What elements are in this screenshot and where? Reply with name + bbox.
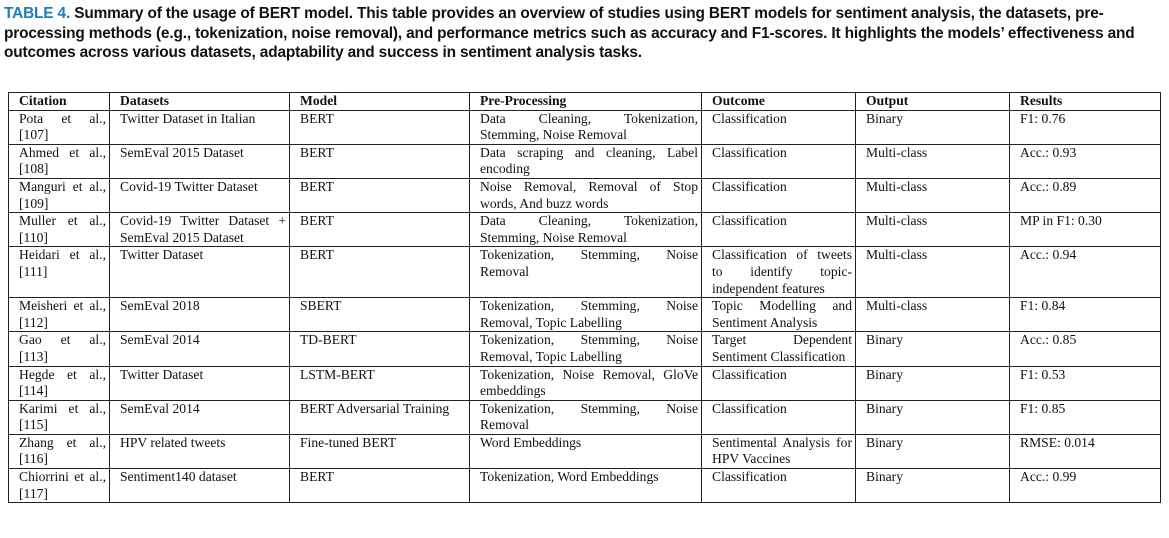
cell-citation: Meisheri et al., [112] [9, 298, 110, 332]
cell-output: Binary [856, 332, 1010, 366]
cell-dataset: Sentiment140 dataset [110, 469, 290, 503]
cell-model: BERT [290, 247, 470, 298]
cell-results: Acc.: 0.93 [1010, 144, 1161, 178]
table-row [9, 213, 1161, 247]
cell-output: Multi-class [856, 247, 1010, 298]
cell-results: F1: 0.76 [1010, 110, 1161, 144]
table-label: TABLE 4. [4, 5, 71, 22]
cell-citation: Pota et al., [107] [9, 110, 110, 144]
cell-results: F1: 0.85 [1010, 400, 1161, 434]
cell-dataset: Twitter Dataset [110, 366, 290, 400]
cell-citation: Chiorrini et al., [117] [9, 469, 110, 503]
table-row [9, 247, 1161, 298]
cell-citation: Zhang et al., [116] [9, 434, 110, 468]
cell-outcome: Target Dependent Sentiment Classification [702, 332, 856, 366]
cell-preprocessing: Tokenization, Word Embeddings [470, 469, 702, 503]
cell-outcome: Classification of tweets to identify topic-independent features [702, 247, 856, 298]
cell-preprocessing: Data Cleaning, Tokenization, Stemming, Noise Removal [470, 213, 702, 247]
cell-results: F1: 0.53 [1010, 366, 1161, 400]
table-row [9, 434, 1161, 468]
header-outcome: Outcome [702, 93, 856, 111]
cell-outcome: Classification [702, 144, 856, 178]
cell-dataset: Twitter Dataset in Italian [110, 110, 290, 144]
table-row [9, 400, 1161, 434]
cell-dataset: SemEval 2014 [110, 400, 290, 434]
cell-preprocessing: Word Embeddings [470, 434, 702, 468]
header-pre-processing: Pre-Processing [470, 93, 702, 111]
cell-output: Binary [856, 469, 1010, 503]
cell-output: Multi-class [856, 178, 1010, 212]
cell-output: Binary [856, 366, 1010, 400]
cell-model: BERT [290, 469, 470, 503]
cell-results: Acc.: 0.89 [1010, 178, 1161, 212]
cell-outcome: Topic Modelling and Sentiment Analysis [702, 298, 856, 332]
table-row [9, 178, 1161, 212]
cell-citation: Karimi et al., [115] [9, 400, 110, 434]
cell-dataset: Covid-19 Twitter Dataset [110, 178, 290, 212]
cell-output: Binary [856, 400, 1010, 434]
cell-outcome: Classification [702, 110, 856, 144]
cell-preprocessing: Tokenization, Stemming, Noise Removal, Topic Labelling [470, 332, 702, 366]
cell-model: Fine-tuned BERT [290, 434, 470, 468]
cell-output: Multi-class [856, 213, 1010, 247]
cell-dataset: HPV related tweets [110, 434, 290, 468]
cell-dataset: Twitter Dataset [110, 247, 290, 298]
cell-model: BERT [290, 110, 470, 144]
cell-results: Acc.: 0.94 [1010, 247, 1161, 298]
cell-results: F1: 0.84 [1010, 298, 1161, 332]
cell-citation: Ahmed et al., [108] [9, 144, 110, 178]
cell-model: TD-BERT [290, 332, 470, 366]
header-results: Results [1010, 93, 1161, 111]
cell-outcome: Classification [702, 178, 856, 212]
cell-dataset: SemEval 2015 Dataset [110, 144, 290, 178]
table-row [9, 366, 1161, 400]
cell-preprocessing: Tokenization, Noise Removal, GloVe embeddings [470, 366, 702, 400]
cell-output: Binary [856, 434, 1010, 468]
cell-output: Binary [856, 110, 1010, 144]
cell-outcome: Sentimental Analysis for HPV Vaccines [702, 434, 856, 468]
cell-outcome: Classification [702, 400, 856, 434]
cell-outcome: Classification [702, 469, 856, 503]
table-row [9, 110, 1161, 144]
cell-preprocessing: Data Cleaning, Tokenization, Stemming, Noise Removal [470, 110, 702, 144]
header-output: Output [856, 93, 1010, 111]
cell-model: SBERT [290, 298, 470, 332]
cell-model: BERT [290, 144, 470, 178]
table-row [9, 298, 1161, 332]
header-citation: Citation [9, 93, 110, 111]
cell-output: Multi-class [856, 298, 1010, 332]
cell-citation: Hegde et al., [114] [9, 366, 110, 400]
table-row [9, 144, 1161, 178]
cell-model: BERT [290, 178, 470, 212]
cell-outcome: Classification [702, 213, 856, 247]
cell-results: Acc.: 0.99 [1010, 469, 1161, 503]
cell-citation: Gao et al., [113] [9, 332, 110, 366]
cell-preprocessing: Data scraping and cleaning, Label encoding [470, 144, 702, 178]
cell-citation: Heidari et al., [111] [9, 247, 110, 298]
cell-results: RMSE: 0.014 [1010, 434, 1161, 468]
cell-results: Acc.: 0.85 [1010, 332, 1161, 366]
table-row [9, 469, 1161, 503]
cell-citation: Muller et al., [110] [9, 213, 110, 247]
cell-citation: Manguri et al., [109] [9, 178, 110, 212]
cell-preprocessing: Tokenization, Stemming, Noise Removal [470, 400, 702, 434]
header-datasets: Datasets [110, 93, 290, 111]
cell-model: BERT [290, 213, 470, 247]
cell-output: Multi-class [856, 144, 1010, 178]
header-model: Model [290, 93, 470, 111]
cell-preprocessing: Tokenization, Stemming, Noise Removal [470, 247, 702, 298]
cell-preprocessing: Noise Removal, Removal of Stop words, And buzz words [470, 178, 702, 212]
cell-dataset: SemEval 2018 [110, 298, 290, 332]
cell-preprocessing: Tokenization, Stemming, Noise Removal, Topic Labelling [470, 298, 702, 332]
cell-dataset: Covid-19 Twitter Dataset + SemEval 2015 Dataset [110, 213, 290, 247]
table-caption [4, 4, 1154, 63]
cell-dataset: SemEval 2014 [110, 332, 290, 366]
caption-text: Summary of the usage of BERT model. This table provides an overview of studies using BERT models for sentiment analysis, the datasets, pre-processing methods (e.g., tokenization, noise removal), and performance metrics such as accuracy and F1-scores. It highlights the models’ effectiveness and outcomes across various datasets, adaptability and success in sentiment analysis tasks. [4, 5, 1135, 61]
table-row [9, 332, 1161, 366]
cell-model: LSTM-BERT [290, 366, 470, 400]
cell-outcome: Classification [702, 366, 856, 400]
header-row [9, 93, 1161, 111]
cell-model: BERT Adversarial Training [290, 400, 470, 434]
cell-results: MP in F1: 0.30 [1010, 213, 1161, 247]
bert-summary-table [8, 92, 1161, 503]
